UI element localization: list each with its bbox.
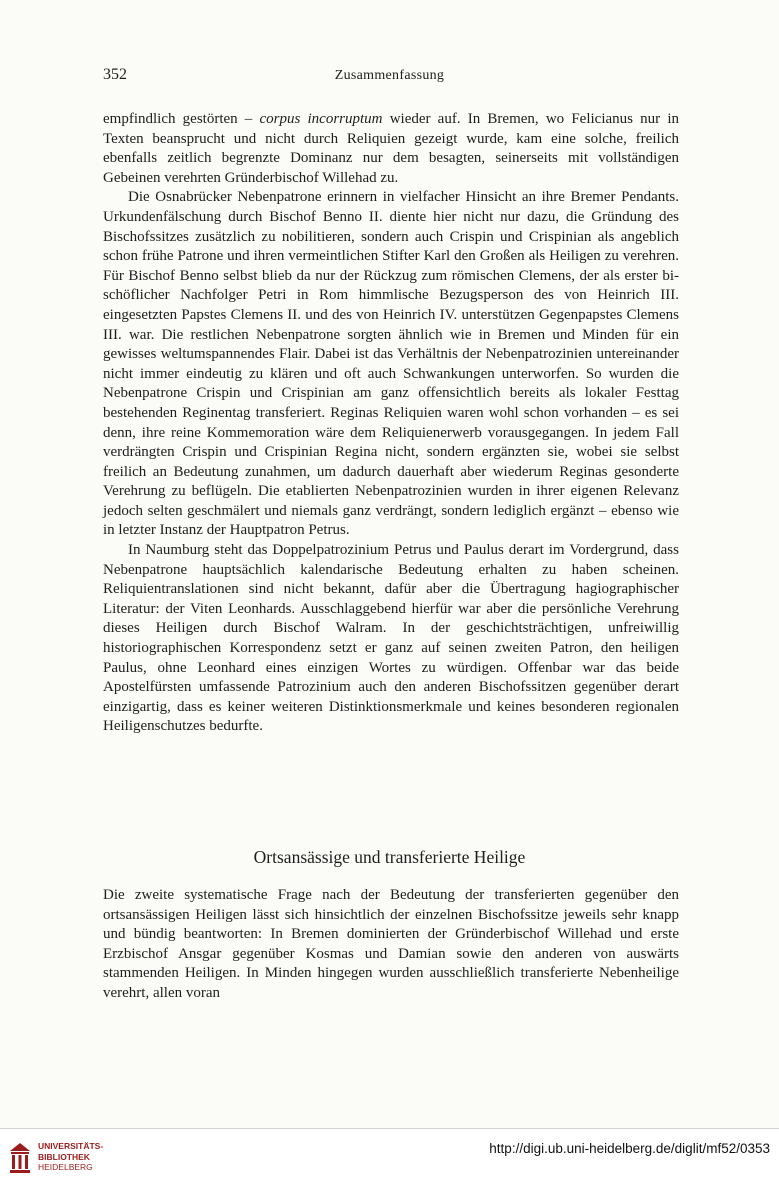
library-name-line1: UNIVERSITÄTS-	[38, 1141, 104, 1151]
paragraph-1-rest: wieder auf. In Bremen, wo Felicianus nur in Texten beansprucht und nicht durch Reliquien gezeigt wurde, kam eine solche, freilich ebenfalls zeitlich begrenzte Dominanz nur dem besagten, seinerseits mit vollständigen Gebeinen verehrten Gründerbischof Willehad zu.	[103, 111, 680, 186]
running-title: Zusammenfassung	[334, 68, 445, 83]
paragraph-1-italic: corpus incorruptum	[259, 111, 383, 127]
section-heading: Ortsansässige und transferierte Heilige	[253, 847, 526, 867]
paragraph-3: In Naumburg steht das Doppelpatrozinium Petrus und Paulus derart im Vordergrund, dass Nebenpatrone hauptsächlich kalendarische Bedeutung erhalten zu haben scheinen. Reliquientranslationen sind nicht bekannt, dafür aber die Übertragung hagiographischer Literatur: der Viten Leonhards. Ausschlaggebend hierfür war aber die persönliche Verehrung dieses Heiligen durch Bischof Walram. In der geschichtsträchtigen, unfreiwillig historiographischen Korrespondenz setzt er ganz auf seinen zweiten Patron, den heiligen Paulus, ohne Leonhard eines einzigen Wortes zu würdigen. Offenbar war das beide Apostelfürsten umfassende Patrozinium auch den anderen Bischofssitzen gegenüber derart einzigartig, dass es keiner weiteren Distinktionsmerkmale und keines besonderen regionalen Heiligenschutzes bedurfte.	[103, 542, 679, 735]
library-name-line3: HEIDELBERG	[38, 1162, 93, 1172]
paragraph-1-start: empfindlich gestörten –	[103, 111, 260, 127]
body-text-continued	[103, 886, 679, 1004]
body-text	[103, 110, 679, 737]
library-name-line2: BIBLIOTHEK	[38, 1151, 90, 1162]
library-name	[38, 1141, 103, 1173]
paragraph-4: Die zweite systematische Frage nach der Bedeutung der transferierten gegenüber den ortsansässigen Heiligen lässt sich hinsichtlich der einzelnen Bischofssitze jeweils sehr knapp und bündig beantworten: In Bremen dominierten der Gründerbischof Willehad und erste Erzbischof Ansgar gegenüber Kosmas und Damian sowie den anderen von auswärts stammenden Heiligen. In Minden hingegen wurden ausschließlich transferierte Nebenheilige verehrt, allen voran	[103, 887, 679, 1001]
page-number: 352	[103, 66, 127, 83]
paragraph-2: Die Osnabrücker Nebenpatrone erinnern in vielfacher Hinsicht an ihre Bremer Pendants. Urkundenfälschung durch Bischof Benno II. diente hier nicht nur dazu, die Gründung des Bischofssitzes zusätzlich zu nobilitieren, sondern auch Crispin und Crispinian als angeblich schon frühe Patrone und ihren vermeintlichen Stifter Karl den Großen als Heiligen zu verehren. Für Bischof Benno selbst blieb da nur der Rückzug zum römischen Clemens, der als erster bischöflicher Nachfolger Petri in Rom himmlische Bezugsperson des von Heinrich III. eingesetzten Papstes Clemens II. und des von Heinrich IV. unterstützen Gegenpapstes Clemens III. war. Die restlichen Nebenpatrone sorgten ähnlich wie in Bremen und Minden für ein gewisses weltumspannendes Flair. Dabei ist das Verhältnis der Nebenpatrozinien untereinander nicht immer eindeutig zu klären und oft auch Schwankungen unterworfen. So wurden die Nebenpatrone Crispin und Crispinian am ganz offensichtlich bereits als lokaler Festtag bestehenden Reginentag transferiert. Reginas Reliquien waren wohl schon vorhanden – es sei denn, ihre reine Kommemoration wäre dem Reliquienerwerb vorausgegangen. In jedem Fall verdrängten Crispin und Crispinian Regina nicht, sondern ergänzten sie, wobei sie selbst freilich an Bedeutung zunahmen, um dadurch dauerhaft aber wiederum Reginas gesonderte Verehrung zu beflügeln. Die etablierten Nebenpatrozinien wurden in ihrer eigenen Relevanz jedoch selten geschmälert und niemals ganz verdrängt, sondern lediglich ergänzt – ebenso wie in letzter Instanz der Hauptpatron Petrus.	[103, 189, 679, 539]
library-emblem-icon	[8, 1141, 32, 1177]
library-logo[interactable]	[8, 1141, 128, 1177]
permalink-url[interactable]: http://digi.ub.uni-heidelberg.de/diglit/mf52/0353	[489, 1141, 770, 1156]
paragraph-1	[103, 110, 679, 188]
